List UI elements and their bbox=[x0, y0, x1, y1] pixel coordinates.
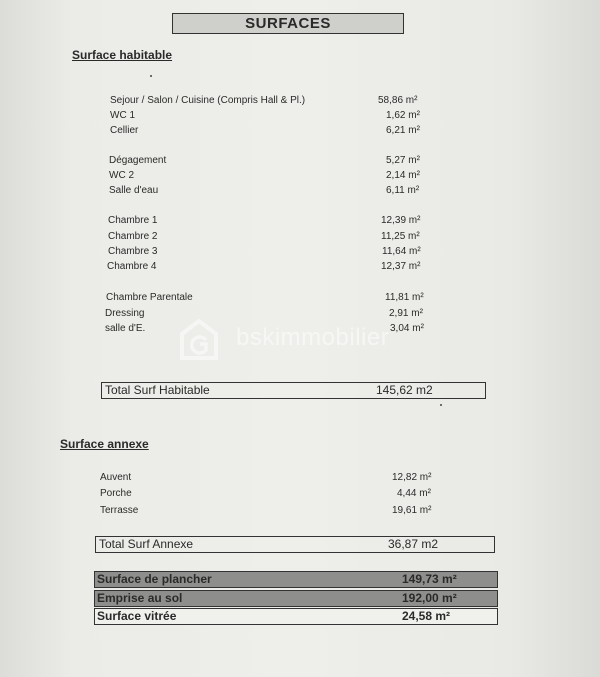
annexe-row: Auvent 12,82 m² bbox=[100, 472, 432, 483]
summary-row-emprise: Emprise au sol 192,00 m² bbox=[94, 590, 498, 607]
total-annexe-box bbox=[95, 536, 495, 553]
speck bbox=[150, 75, 152, 77]
watermark-text: bskimmobilier bbox=[236, 324, 390, 351]
habitable-row: Chambre 4 12,37 m² bbox=[107, 261, 421, 272]
annexe-row: Terrasse 19,61 m² bbox=[100, 505, 432, 516]
total-annexe-value: 36,87 m2 bbox=[388, 537, 439, 551]
habitable-row: Dressing 2,91 m² bbox=[105, 308, 423, 319]
habitable-row: Dégagement 5,27 m² bbox=[109, 155, 420, 166]
summary-row-vitree: Surface vitrée 24,58 m² bbox=[94, 608, 498, 625]
habitable-heading: Surface habitable bbox=[72, 48, 173, 62]
total-habitable-value: 145,62 m2 bbox=[376, 383, 433, 397]
annexe-heading: Surface annexe bbox=[60, 437, 149, 451]
habitable-row: Sejour / Salon / Cuisine (Compris Hall & Pl.) 58,86 m² bbox=[110, 95, 418, 106]
habitable-row: WC 2 2,14 m² bbox=[109, 170, 420, 181]
summary-row-plancher: Surface de plancher 149,73 m² bbox=[94, 571, 498, 588]
total-habitable-box bbox=[101, 382, 486, 399]
house-logo-icon bbox=[178, 318, 220, 360]
habitable-row: Salle d'eau 6,11 m² bbox=[109, 185, 420, 196]
annexe-row: Porche 4,44 m² bbox=[100, 488, 431, 499]
habitable-row: salle d'E. 3,04 m² bbox=[105, 323, 424, 334]
habitable-row: WC 1 1,62 m² bbox=[110, 110, 420, 121]
habitable-row: Chambre 1 12,39 m² bbox=[108, 215, 421, 226]
total-habitable-label: Total Surf Habitable bbox=[105, 383, 210, 397]
habitable-row: Chambre Parentale 11,81 m² bbox=[106, 292, 424, 303]
habitable-row: Cellier 6,21 m² bbox=[110, 125, 420, 136]
habitable-row: Chambre 3 11,64 m² bbox=[108, 246, 421, 257]
page-title: SURFACES bbox=[172, 13, 404, 34]
total-annexe-label: Total Surf Annexe bbox=[99, 537, 194, 551]
speck bbox=[440, 404, 442, 406]
habitable-row: Chambre 2 11,25 m² bbox=[108, 231, 420, 242]
